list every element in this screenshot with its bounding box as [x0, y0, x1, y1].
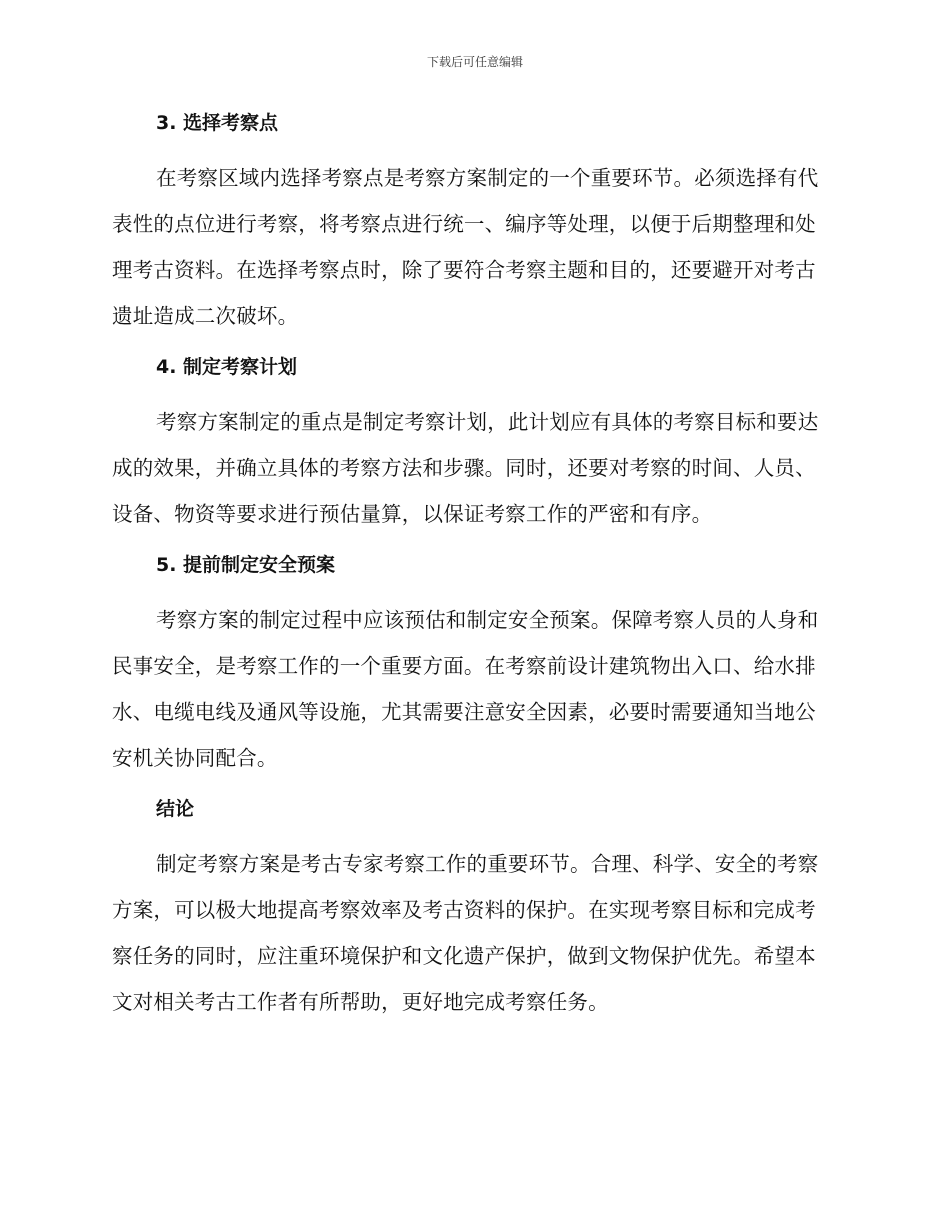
section-make-plan	[112, 352, 832, 537]
section-paragraph: 考察方案制定的重点是制定考察计划，此计划应有具体的考察目标和要达成的效果，并确立具体的考察方法和步骤。同时，还要对考察的时间、人员、设备、物资等要求进行预估量算，以保证考察工作的严密和有序。	[112, 410, 819, 526]
section-safety-plan	[112, 550, 832, 781]
section-conclusion	[112, 794, 832, 1025]
document-body	[112, 108, 832, 1038]
section-heading: 4. 制定考察计划	[156, 356, 298, 378]
section-select-sites	[112, 108, 832, 339]
section-paragraph: 在考察区域内选择考察点是考察方案制定的一个重要环节。必须选择有代表性的点位进行考察，将考察点进行统一、编序等处理，以便于后期整理和处理考古资料。在选择考察点时，除了要符合考察主题和目的，还要避开对考古遗址造成二次破坏。	[112, 166, 819, 328]
section-heading: 3. 选择考察点	[156, 112, 279, 134]
section-paragraph: 考察方案的制定过程中应该预估和制定安全预案。保障考察人员的人身和民事安全，是考察工作的一个重要方面。在考察前设计建筑物出入口、给水排水、电缆电线及通风等设施，尤其需要注意安全因素，必要时需要通知当地公安机关协同配合。	[112, 608, 819, 770]
header-note: 下载后可任意编辑	[426, 55, 523, 69]
section-heading: 5. 提前制定安全预案	[156, 554, 336, 576]
section-heading: 结论	[156, 798, 195, 820]
section-paragraph: 制定考察方案是考古专家考察工作的重要环节。合理、科学、安全的考察方案，可以极大地提高考察效率及考古资料的保护。在实现考察目标和完成考察任务的同时，应注重环境保护和文化遗产保护，做到文物保护优先。希望本文对相关考古工作者有所帮助，更好地完成考察任务。	[112, 852, 819, 1014]
